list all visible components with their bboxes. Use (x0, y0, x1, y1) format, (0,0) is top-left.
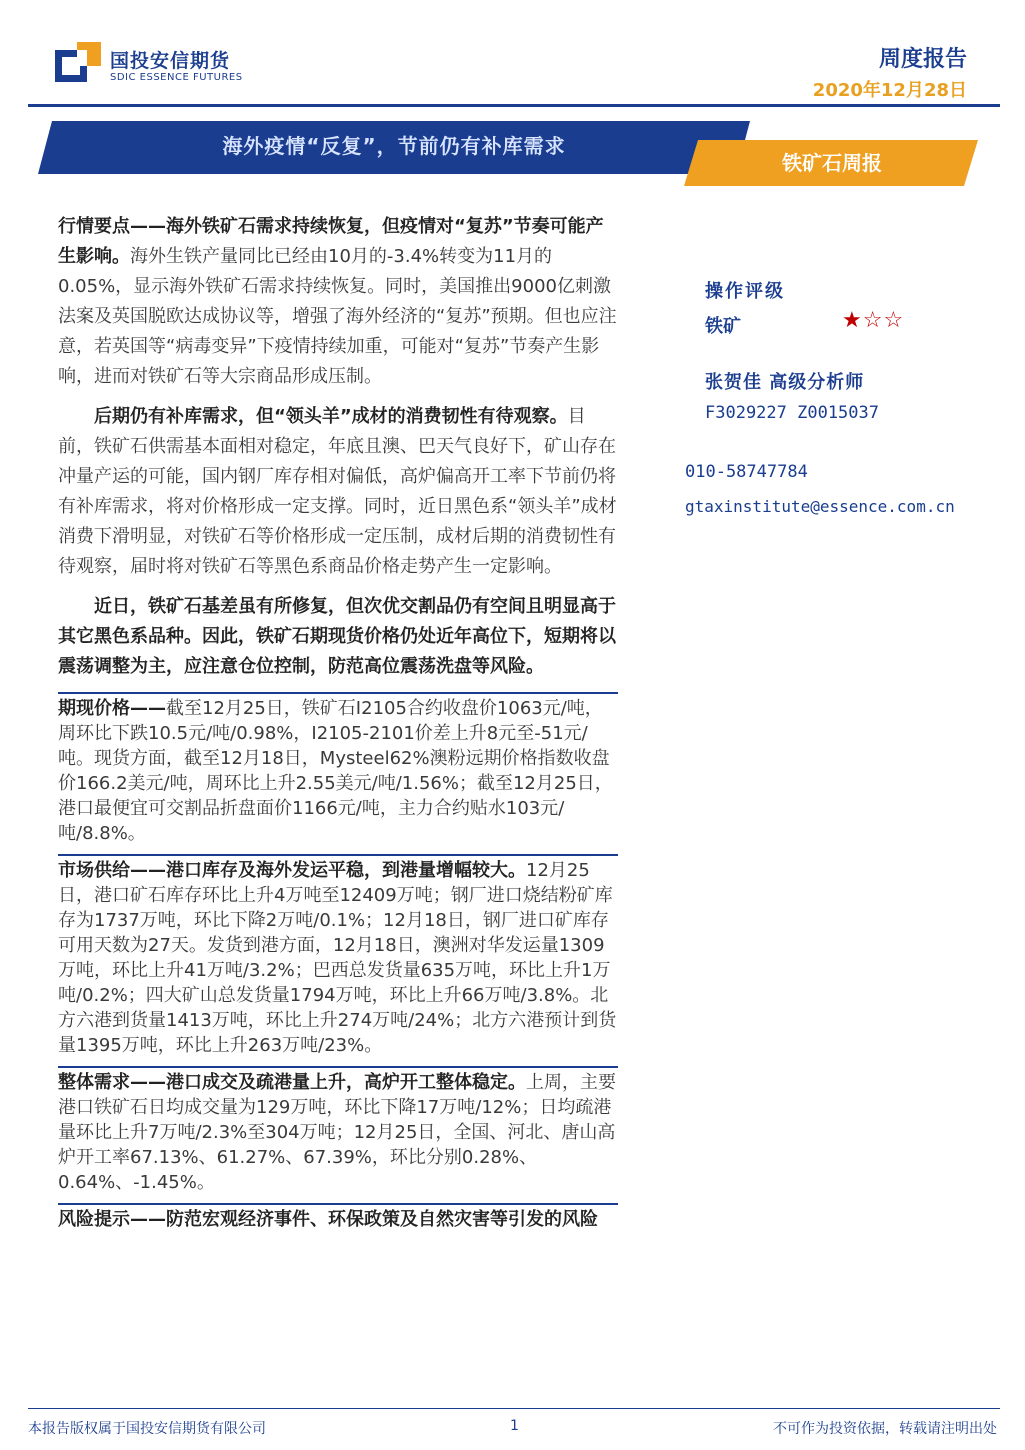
risk-section (58, 1203, 618, 1232)
summary-body-2: 目前，铁矿石供需基本面相对稳定，年底且澳、巴天气良好下，矿山存在冲量产运的可能，国内钢厂库存相对偏低，高炉偏高开工率下节前仍将有补库需求，将对价格形成一定支撑。同时，近日黑色系“领头羊”成材消费下滑明显，对铁矿石等价格形成一定压制，成材后期的消费韧性有待观察，届时将对铁矿石等黑色系商品价格走势产生一定影响。 (58, 406, 617, 577)
rating-item: 铁矿 (705, 316, 741, 337)
company-logo-icon (55, 42, 101, 82)
analyst-license: F3029227 Z0015037 (705, 403, 879, 423)
summary-lead-1: 行情要点——海外铁矿石需求持续恢复，但疫情对“复苏”节奏可能产生影响。 (58, 216, 604, 267)
main-content (58, 212, 618, 1240)
page-number: 1 (510, 1418, 519, 1434)
demand-section-body: 上周，主要港口铁矿石日均成交量为129万吨，环比下降17万吨/12%；日均疏港量环比上升7万吨/2.3%至304万吨；12月25日，全国、河北、唐山高炉开工率67.13%、61.27%、67.39%，环比分别0.28%、0.64%、-1.45%。 (58, 1072, 616, 1193)
price-section-body: 截至12月25日，铁矿石I2105合约收盘价1063元/吨，周环比下跌10.5元/吨/0.98%，I2105-2101价差上升8元至-51元/吨。现货方面，截至12月18日，Mysteel62%澳粉远期价格指数收盘价166.2美元/吨，周环比上升2.55美元/吨/1.56%；截至12月25日，港口最便宜可交割品折盘面价1166元/吨，主力合约贴水103元/吨/8.8%。 (58, 698, 613, 844)
summary-paragraph-1 (58, 212, 618, 392)
price-section-lead: 期现价格—— (58, 698, 166, 719)
report-date: 2020年12月28日 (812, 80, 967, 101)
analyst-name: 张贺佳 高级分析师 (705, 372, 865, 393)
supply-section-body: 12月25日，港口矿石库存环比上升4万吨至12409万吨；钢厂进口烧结粉矿库存为1737万吨，环比下降2万吨/0.1%；12月18日，钢厂进口矿库存可用天数为27天。发货到港方面，12月18日，澳洲对华发运量1309万吨，环比上升41万吨/3.2%；巴西总发货量635万吨，环比上升1万吨/0.2%；四大矿山总发货量1794万吨，环比上升66万吨/3.8%。北方六港到货量1413万吨，环比上升274万吨/24%；北方六港预计到货量1395万吨，环比上升263万吨/23%。 (58, 860, 617, 1056)
summary-lead-3: 近日，铁矿石基差虽有所修复，但次优交割品仍有空间且明显高于其它黑色系品种。因此，铁矿石期现货价格仍处近年高位下，短期将以震荡调整为主，应注意仓位控制，防范高位震荡洗盘等风险。 (58, 596, 616, 677)
contact-email[interactable]: gtaxinstitute@essence.com.cn (685, 497, 955, 516)
demand-section-lead: 整体需求——港口成交及疏港量上升，高炉开工整体稳定。 (58, 1072, 526, 1093)
footer-copyright: 本报告版权属于国投安信期货有限公司 (28, 1421, 266, 1437)
summary-lead-2: 后期仍有补库需求，但“领头羊”成材的消费韧性有待观察。 (94, 406, 568, 427)
brand-name-en: SDIC ESSENCE FUTURES (110, 72, 243, 83)
report-type: 周度报告 (878, 47, 967, 72)
summary-paragraph-3 (58, 592, 618, 682)
summary-body-1: 海外生铁产量同比已经由10月的-3.4%转变为11月的0.05%，显示海外铁矿石需求持续恢复。同时，美国推出9000亿刺激法案及英国脱欧达成协议等，增强了海外经济的“复苏”预期。但也应注意，若英国等“病毒变异”下疫情持续加重，可能对“复苏”节奏产生影响，进而对铁矿石等大宗商品形成压制。 (58, 246, 617, 387)
rating-stars-icon: ★☆☆ (842, 308, 905, 333)
brand-name-cn: 国投安信期货 (110, 50, 231, 72)
contact-phone: 010-58747784 (685, 462, 808, 482)
demand-section (58, 1066, 618, 1195)
footer-disclaimer: 不可作为投资依据，转载请注明出处 (773, 1421, 997, 1437)
report-category: 铁矿石周报 (782, 151, 882, 175)
price-section (58, 692, 618, 846)
footer-divider (28, 1408, 1000, 1409)
report-title: 海外疫情“反复”，节前仍有补库需求 (222, 134, 566, 158)
risk-section-lead: 风险提示——防范宏观经济事件、环保政策及自然灾害等引发的风险 (58, 1209, 598, 1230)
header-divider (28, 104, 1000, 107)
supply-section-lead: 市场供给——港口库存及海外发运平稳，到港量增幅较大。 (58, 860, 526, 881)
rating-title: 操作评级 (705, 281, 785, 302)
summary-paragraph-2 (58, 402, 618, 582)
supply-section (58, 854, 618, 1058)
